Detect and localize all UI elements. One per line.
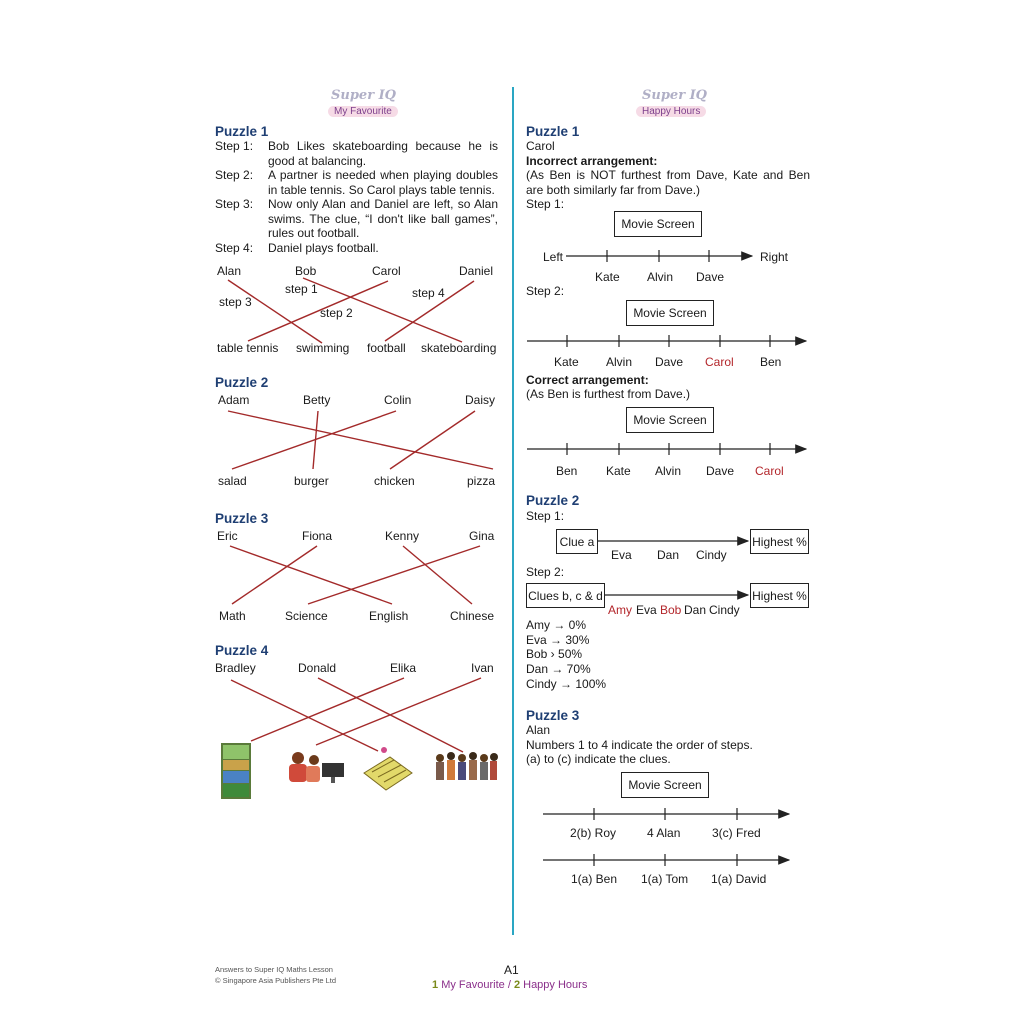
- correct-note: (As Ben is furthest from Dave.): [526, 387, 691, 401]
- r2-step2-label: Step 2:: [526, 565, 565, 579]
- person-name: Eva: [611, 548, 632, 562]
- row-entry: 3(c) Fred: [712, 826, 761, 840]
- left-puzzle2-title: Puzzle 2: [215, 375, 269, 390]
- highest-box: Highest %: [750, 583, 809, 608]
- subject-label: Math: [219, 609, 246, 623]
- p4-matching-lines: [231, 678, 481, 752]
- food-label: chicken: [374, 474, 415, 488]
- match-line: [228, 411, 493, 469]
- right-puzzle2-title: Puzzle 2: [526, 493, 580, 508]
- food-label: salad: [218, 474, 247, 488]
- right-p3-answer: Alan: [526, 723, 551, 737]
- movie-screen-box: Movie Screen: [614, 211, 702, 237]
- row-entry: 1(a) Ben: [571, 872, 618, 886]
- result-line: Dan → 70%: [526, 662, 591, 676]
- person-name: Cindy: [709, 603, 740, 617]
- r1-correct-line: [527, 443, 806, 455]
- name-label: Gina: [469, 529, 495, 543]
- match-line: [316, 678, 481, 745]
- seat-name: Carol: [705, 355, 734, 369]
- result-line: Bob › 50%: [526, 647, 583, 661]
- footer-line1: Answers to Super IQ Maths Lesson: [215, 965, 333, 974]
- movie-screen-box: Movie Screen: [626, 407, 714, 433]
- activity-label: football: [367, 341, 406, 355]
- step-label: step 2: [320, 306, 353, 320]
- super-iq-logo-right: Super IQ: [642, 88, 707, 103]
- right-subtitle: Happy Hours: [636, 106, 706, 117]
- r3-note1: Numbers 1 to 4 indicate the order of steps.: [526, 738, 753, 752]
- r1-step1-label: Step 1:: [526, 197, 565, 211]
- r2-step1-label: Step 1:: [526, 509, 565, 523]
- person-name: Cindy: [696, 548, 727, 562]
- left-puzzle1-title: Puzzle 1: [215, 124, 269, 139]
- p2-matching-lines: [228, 411, 493, 469]
- activity-label: skateboarding: [421, 341, 497, 355]
- food-label: burger: [294, 474, 329, 488]
- name-label: Eric: [217, 529, 238, 543]
- step-label: step 1: [285, 282, 318, 296]
- food-label: pizza: [467, 474, 496, 488]
- name-label: Bob: [295, 264, 317, 278]
- name-label: Donald: [298, 661, 337, 675]
- name-label: Alan: [217, 264, 242, 278]
- super-iq-logo-left: Super IQ: [331, 88, 396, 103]
- left-direction-label: Left: [543, 250, 564, 264]
- match-line: [248, 281, 388, 341]
- right-p1-answer: Carol: [526, 139, 555, 153]
- footer-titles: 1 My Favourite / 2 Happy Hours: [432, 979, 588, 991]
- person-name: Bob: [660, 603, 682, 617]
- left-puzzle3-title: Puzzle 3: [215, 511, 269, 526]
- seat-name: Dave: [706, 464, 735, 478]
- step-label: step 3: [219, 295, 252, 309]
- person-name: Eva: [636, 603, 657, 617]
- clues-bcd-box: Clues b, c & d: [526, 583, 605, 608]
- seat-name: Kate: [606, 464, 631, 478]
- result-line: Cindy → 100%: [526, 677, 607, 691]
- left-subtitle: My Favourite: [328, 106, 398, 117]
- incorrect-heading: Incorrect arrangement:: [526, 154, 658, 168]
- highest-box: Highest %: [750, 529, 809, 554]
- name-label: Bradley: [215, 661, 256, 675]
- name-label: Elika: [390, 661, 417, 675]
- subject-label: Chinese: [450, 609, 495, 623]
- result-line: Amy → 0%: [526, 618, 587, 632]
- right-direction-label: Right: [760, 250, 789, 264]
- subject-label: Science: [285, 609, 328, 623]
- person-name: Dan: [657, 548, 680, 562]
- row-entry: 1(a) Tom: [641, 872, 689, 886]
- seat-name: Ben: [760, 355, 782, 369]
- step-label: step 4: [412, 286, 445, 300]
- name-label: Fiona: [302, 529, 333, 543]
- seat-name: Kate: [595, 270, 620, 284]
- left-puzzle4-title: Puzzle 4: [215, 643, 269, 658]
- activity-label: swimming: [296, 341, 350, 355]
- page-number: A1: [504, 963, 519, 977]
- result-line: Eva → 30%: [526, 633, 590, 647]
- footer-copyright: © Singapore Asia Publishers Pte Ltd: [215, 976, 337, 985]
- row-entry: 4 Alan: [647, 826, 681, 840]
- activity-label: table tennis: [217, 341, 279, 355]
- match-line: [232, 546, 317, 604]
- row-entry: 2(b) Roy: [570, 826, 617, 840]
- seat-name: Dave: [655, 355, 684, 369]
- match-line: [403, 546, 472, 604]
- name-label: Colin: [384, 393, 412, 407]
- incorrect-note: (As Ben is NOT furthest from Dave, Kate and Ben are both similarly far from Dave.): [526, 168, 810, 197]
- r1-step2-label: Step 2:: [526, 284, 565, 298]
- r1-step2-line: [527, 335, 806, 347]
- seat-name: Alvin: [647, 270, 674, 284]
- name-label: Ivan: [471, 661, 494, 675]
- right-puzzle1-title: Puzzle 1: [526, 124, 580, 139]
- column-divider: [512, 87, 514, 935]
- name-label: Daniel: [459, 264, 494, 278]
- p3-matching-lines: [230, 546, 480, 604]
- seat-name: Alvin: [606, 355, 633, 369]
- r1-step1-line: [566, 250, 752, 262]
- name-label: Carol: [372, 264, 401, 278]
- person-name: Amy: [608, 603, 632, 617]
- row-entry: 1(a) David: [711, 872, 767, 886]
- movie-screen-box: Movie Screen: [626, 300, 714, 326]
- name-label: Daisy: [465, 393, 496, 407]
- seat-name: Kate: [554, 355, 579, 369]
- seat-name: Carol: [755, 464, 784, 478]
- name-label: Adam: [218, 393, 250, 407]
- name-label: Kenny: [385, 529, 420, 543]
- seat-name: Alvin: [655, 464, 682, 478]
- subject-label: English: [369, 609, 409, 623]
- clue-a-box: Clue a: [556, 529, 598, 554]
- seat-name: Ben: [556, 464, 578, 478]
- movie-screen-box: Movie Screen: [621, 772, 709, 798]
- match-line: [308, 546, 480, 604]
- match-line: [390, 411, 475, 469]
- match-line: [230, 546, 392, 604]
- r3-note2: (a) to (c) indicate the clues.: [526, 752, 671, 766]
- right-puzzle3-title: Puzzle 3: [526, 708, 580, 723]
- correct-heading: Correct arrangement:: [526, 373, 649, 387]
- seat-name: Dave: [696, 270, 725, 284]
- person-name: Dan: [684, 603, 707, 617]
- name-label: Betty: [303, 393, 331, 407]
